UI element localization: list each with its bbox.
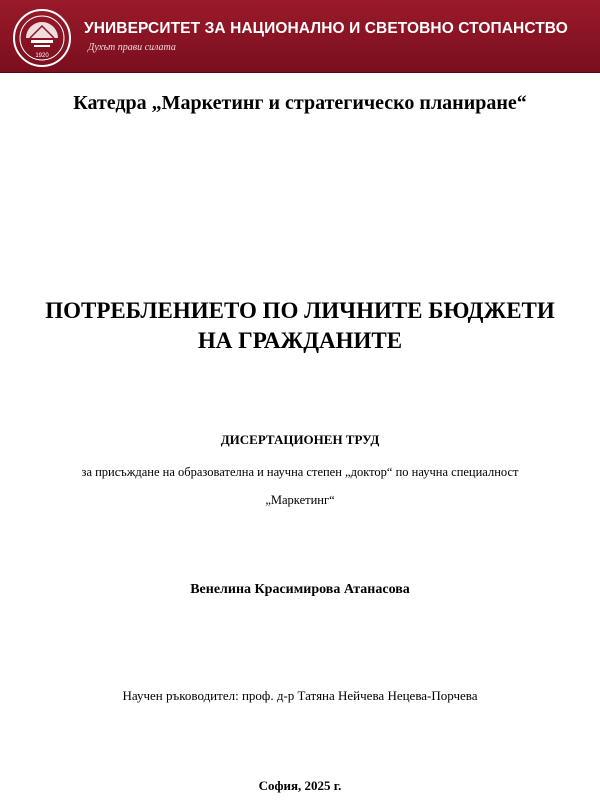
university-header (0, 0, 600, 73)
scientific-supervisor: Научен ръководител: проф. д-р Татяна Нейчева Нецева-Порчева (122, 688, 478, 703)
document-type: ДИСЕРТАЦИОНЕН ТРУД (220, 432, 380, 447)
place-and-year: София, 2025 г. (258, 778, 342, 793)
degree-purpose (0, 458, 600, 514)
title-line: ПОТРЕБЛЕНИЕТО ПО ЛИЧНИТЕ БЮДЖЕТИ (45, 298, 555, 323)
university-motto: Духът прави силата (88, 42, 176, 53)
purpose-line: за присъждане на образователна и научна степен „доктор“ по научна специалност (81, 465, 519, 479)
department-name: Катедра „Маркетинг и стратегическо планиране“ (73, 92, 527, 114)
author-name: Венелина Красимирова Атанасова (190, 582, 410, 597)
seal-year: 1920 (35, 53, 49, 59)
purpose-line: „Маркетинг“ (265, 493, 335, 507)
dissertation-title (0, 296, 600, 356)
university-name: УНИВЕРСИТЕТ ЗА НАЦИОНАЛНО И СВЕТОВНО СТОПАНСТВО (84, 20, 568, 37)
title-line: НА ГРАЖДАНИТЕ (197, 328, 403, 353)
university-seal-icon (12, 8, 72, 68)
